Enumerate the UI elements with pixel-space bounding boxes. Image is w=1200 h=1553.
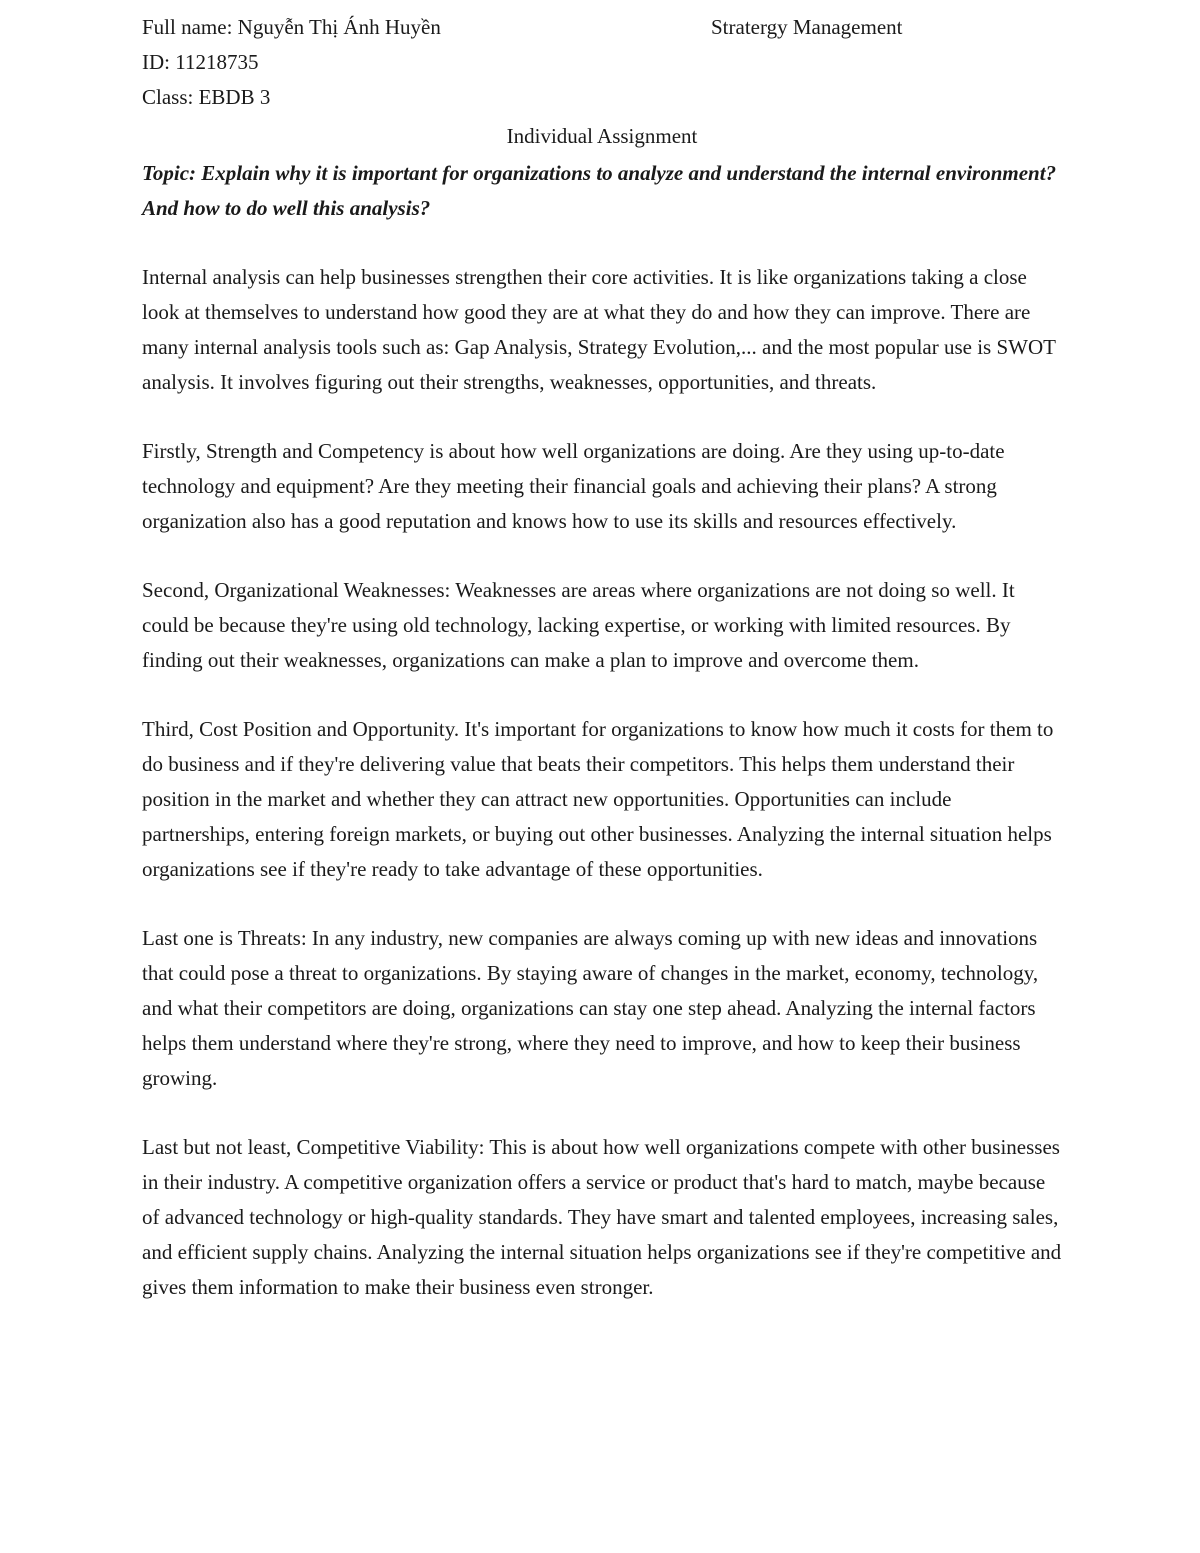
document-page xyxy=(142,10,1062,1305)
assignment-title: Individual Assignment xyxy=(506,124,698,148)
paragraph-threats: Last one is Threats: In any industry, new companies are always coming up with new ideas and innovations that could pose a threat to organizations. By staying aware of changes in the market, economy, technology, and what their competitors are doing, organizations can stay one step ahead. Analyzing the internal factors helps them understand where they're strong, where they need to improve, and how to keep their business growing. xyxy=(142,926,1039,1090)
student-id: ID: 11218735 xyxy=(142,50,259,74)
paragraph-competitive-viability: Last but not least, Competitive Viability: This is about how well organizations compete with other businesses in their industry. A competitive organization offers a service or product that's hard to match, maybe because of advanced technology or high-quality standards. They have smart and talented employees, increasing sales, and efficient supply chains. Analyzing the internal situation helps organizations see if they're competitive and gives them information to make their business even stronger. xyxy=(142,1135,1062,1299)
topic: Topic: Explain why it is important for organizations to analyze and understand the internal environment? And how to do well this analysis? xyxy=(142,161,1057,220)
full-name: Full name: Nguyễn Thị Ánh Huyền xyxy=(142,15,441,39)
paragraph-weaknesses: Second, Organizational Weaknesses: Weaknesses are areas where organizations are not doing so well. It could be because they're using old technology, lacking expertise, or working with limited resources. By finding out their weaknesses, organizations can make a plan to improve and overcome them. xyxy=(142,578,1015,672)
paragraph-intro: Internal analysis can help businesses strengthen their core activities. It is like organizations taking a close look at themselves to understand how good they are at what they do and how they can improve. There are many internal analysis tools such as: Gap Analysis, Strategy Evolution,... and the most popular use is SWOT analysis. It involves figuring out their strengths, weaknesses, opportunities, and threats. xyxy=(142,265,1056,394)
header-row xyxy=(142,10,1062,45)
paragraph-strength: Firstly, Strength and Competency is about how well organizations are doing. Are they using up-to-date technology and equipment? Are they meeting their financial goals and achieving their plans? A strong organization also has a good reputation and knows how to use its skills and resources effectively. xyxy=(142,439,1005,533)
course-name: Stratergy Management xyxy=(711,15,903,39)
class-name: Class: EBDB 3 xyxy=(142,85,271,109)
paragraph-cost-opportunity: Third, Cost Position and Opportunity. It's important for organizations to know how much it costs for them to do business and if they're delivering value that beats their competitors. This helps them understand their position in the market and whether they can attract new opportunities. Opportunities can include partnerships, entering foreign markets, or buying out other businesses. Analyzing the internal situation helps organizations see if they're ready to take advantage of these opportunities. xyxy=(142,717,1054,881)
